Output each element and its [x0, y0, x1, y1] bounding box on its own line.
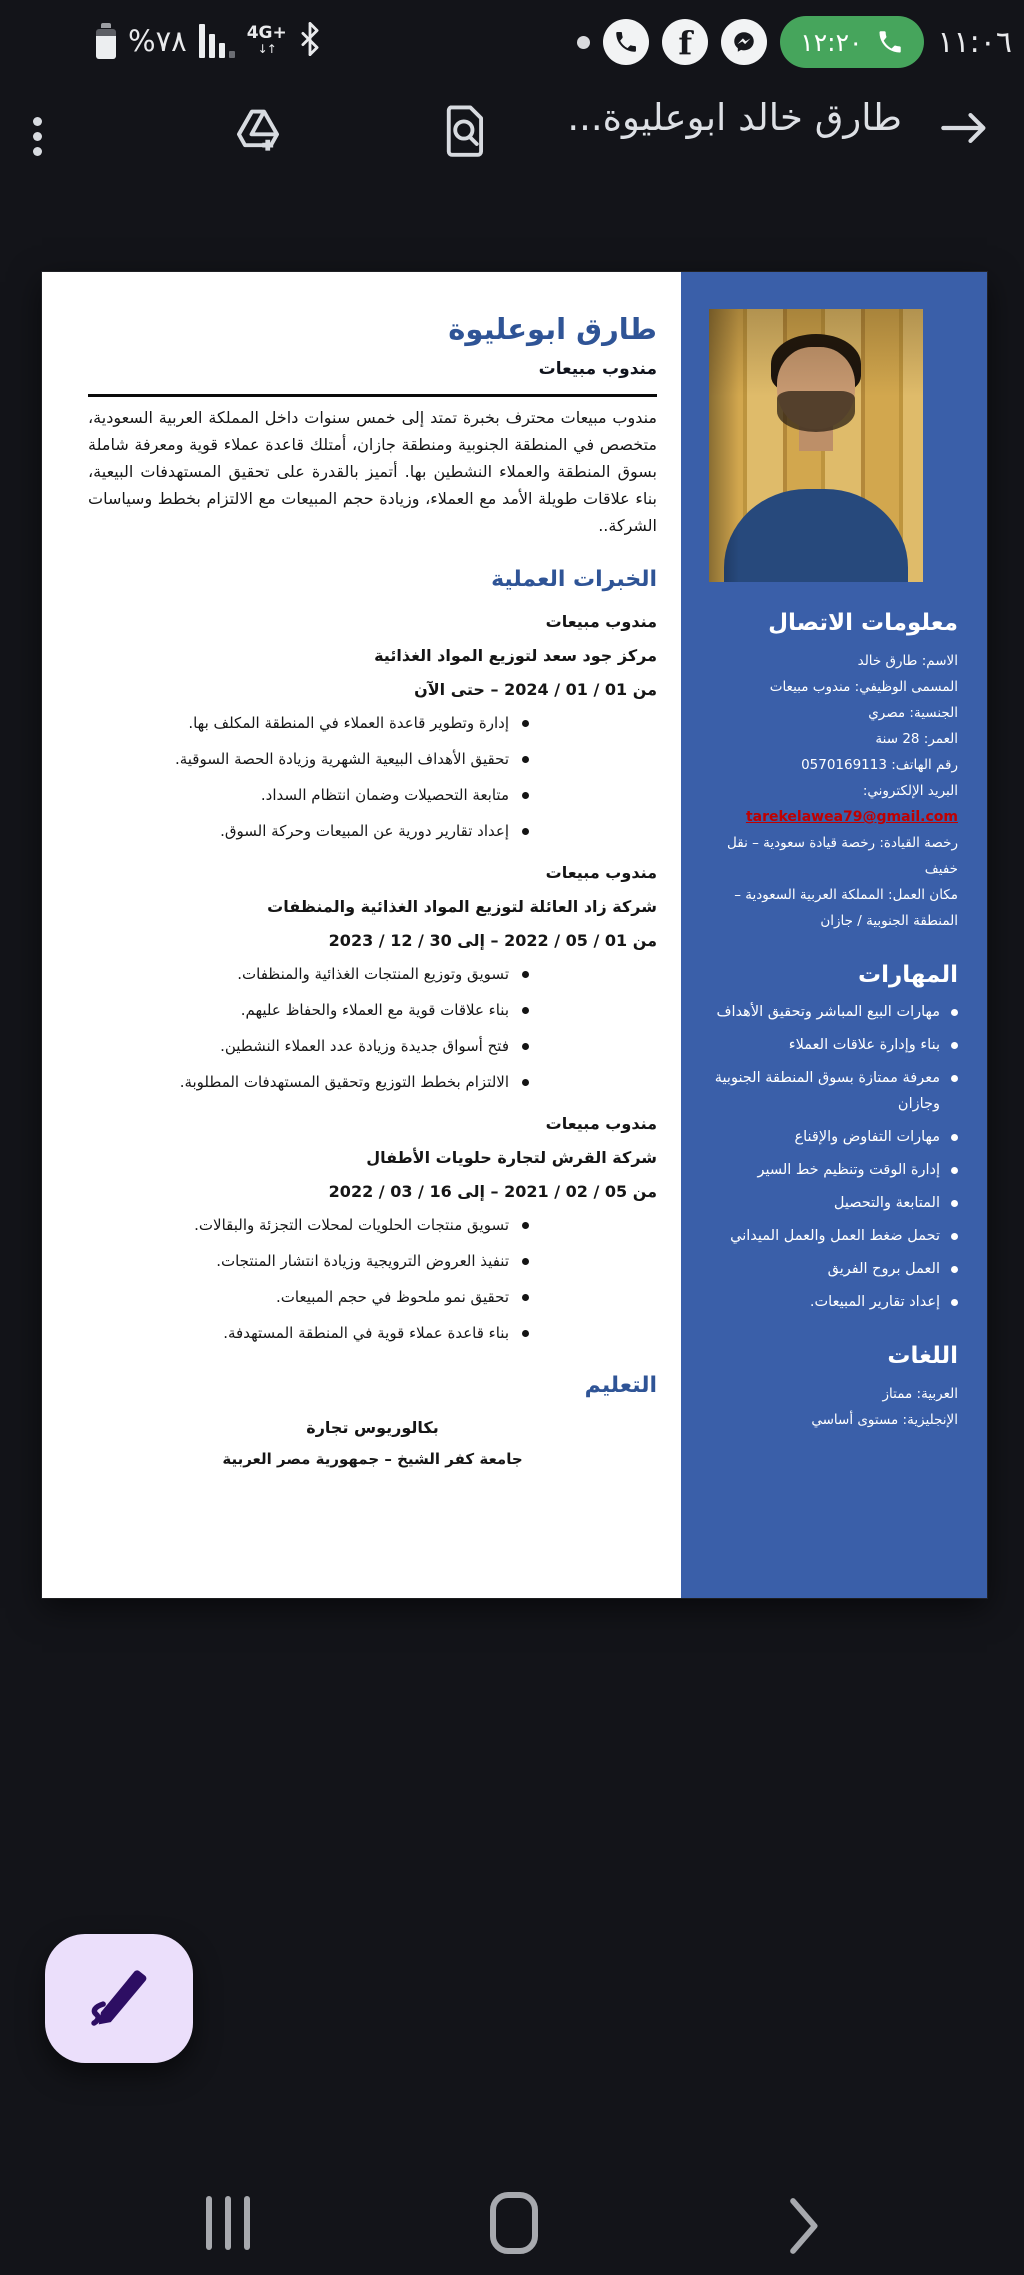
phone-icon [876, 28, 904, 56]
job-title: مندوب مبيعات [545, 862, 657, 882]
job-bullet-list [88, 712, 657, 843]
profile-photo [709, 309, 923, 582]
contact-line: الجنسية: مصري [868, 705, 958, 721]
job-period: من 01 / 01 / 2024 – حتى الآن [414, 679, 657, 699]
experience-heading: الخبرات العملية [491, 566, 657, 592]
notification-dot-icon [577, 36, 590, 49]
cv-sidebar [681, 272, 987, 1598]
education-heading: التعليم [584, 1372, 657, 1398]
photo-shirt [724, 489, 908, 582]
job-entry [88, 1114, 657, 1345]
photo-beard [777, 391, 854, 432]
cv-summary: مندوب مبيعات محترف بخبرة تمتد إلى خمس سنوات داخل المملكة العربية السعودية، متخصص في المنطقة الجنوبية ومنطقة جازان، أمتلك قاعدة عملاء قوية ومعرفة شاملة بسوق المنطقة والعملاء النشطين بها. أتميز بالقدرة على تحقيق المستهدفات البيعية، بناء علاقات طويلة الأمد مع العملاء، وزيادة حجم المبيعات مع الالتزام بخطط وسياسات الشركة.. [88, 407, 657, 535]
skill-item: تحمل ضغط العمل والعمل الميداني [701, 1223, 958, 1249]
job-bullet: إدارة وتطوير قاعدة العملاء في المنطقة المكلف بها. [88, 712, 529, 735]
cv-main-column [42, 272, 681, 1598]
back-button[interactable] [938, 106, 990, 154]
job-bullet-list [88, 1214, 657, 1345]
nav-home-button[interactable] [490, 2192, 538, 2254]
edit-fab-button[interactable] [45, 1934, 193, 2063]
job-period: من 01 / 05 / 2022 – إلى 30 / 12 / 2023 [328, 930, 657, 950]
contact-line: رخصة القيادة: رخصة قيادة سعودية – نقل خفيف [727, 835, 958, 877]
ongoing-call-pill[interactable] [780, 16, 924, 68]
job-bullet: تسويق منتجات الحلويات لمحلات التجزئة والبقالات. [88, 1214, 529, 1237]
battery-icon [96, 23, 116, 59]
skill-item: بناء وإدارة علاقات العملاء [701, 1032, 958, 1058]
status-bar-right [577, 16, 1012, 68]
signal-strength-icon [199, 24, 235, 58]
contact-heading: معلومات الاتصال [768, 610, 958, 636]
job-bullet: بناء علاقات قوية مع العملاء والحفاظ عليهم. [88, 999, 529, 1022]
job-bullet: تنفيذ العروض الترويجية وزيادة انتشار المنتجات. [88, 1250, 529, 1273]
skills-heading: المهارات [858, 962, 958, 988]
skill-item: مهارات التفاوض والإقناع [701, 1124, 958, 1150]
education-degree: بكالوريوس تجارة [306, 1417, 439, 1437]
stylus-edit-icon [81, 1961, 157, 2037]
job-company: شركة زاد العائلة لتوزيع المواد الغذائية والمنظفات [267, 896, 657, 916]
language-line: الإنجليزية: مستوى أساسي [811, 1412, 958, 1428]
job-company: شركة القرش لتجارة حلويات الأطفال [366, 1147, 657, 1167]
photo-hair [771, 334, 861, 394]
facebook-icon: f [662, 19, 708, 65]
job-bullet: فتح أسواق جديدة وزيادة عدد العملاء النشطين. [88, 1035, 529, 1058]
job-bullet: بناء قاعدة عملاء قوية في المنطقة المستهدفة. [88, 1322, 529, 1345]
language-line: العربية: ممتاز [882, 1386, 958, 1402]
whatsapp-icon [603, 19, 649, 65]
job-title: مندوب مبيعات [545, 1113, 657, 1133]
skill-item: مهارات البيع المباشر وتحقيق الأهداف [701, 999, 958, 1025]
education-university: جامعة كفر الشيخ – جمهورية مصر العربية [222, 1449, 523, 1468]
overflow-menu-button[interactable] [28, 108, 46, 164]
cv-page[interactable] [42, 272, 987, 1598]
job-bullet-list [88, 963, 657, 1094]
nav-recents-button[interactable] [206, 2196, 250, 2250]
languages-block [701, 1381, 958, 1433]
contact-line: الاسم: طارق خالد [857, 653, 958, 669]
clock: ١١:٠٦ [937, 24, 1012, 60]
job-bullet: تحقيق نمو ملحوظ في حجم المبيعات. [88, 1286, 529, 1309]
battery-percent: %٧٨ [128, 24, 187, 58]
job-title: مندوب مبيعات [545, 611, 657, 631]
nav-back-chevron-icon [786, 2196, 820, 2256]
skill-item: إدارة الوقت وتنظيم خط السير [701, 1157, 958, 1183]
back-arrow-icon [938, 106, 990, 150]
document-title: طارق خالد ابوعليوة... [567, 96, 902, 139]
job-bullet: الالتزام بخطط التوزيع وتحقيق المستهدفات المطلوبة. [88, 1071, 529, 1094]
skill-item: العمل بروح الفريق [701, 1256, 958, 1282]
job-entry [88, 612, 657, 843]
cv-name: طارق ابوعليوة [448, 312, 657, 346]
contact-line: رقم الهاتف: 0570169113 [801, 757, 958, 773]
contact-line: المسمى الوظيفي: مندوب مبيعات [769, 679, 958, 695]
messenger-icon [721, 19, 767, 65]
job-entry [88, 863, 657, 1094]
photo-neck [799, 424, 833, 451]
bluetooth-icon [299, 22, 321, 60]
job-period: من 05 / 02 / 2021 – إلى 16 / 03 / 2022 [328, 1181, 657, 1201]
job-bullet: تحقيق الأهداف البيعية الشهرية وزيادة الحصة السوقية. [88, 748, 529, 771]
contact-line: مكان العمل: المملكة العربية السعودية – المنطقة الجنوبية / جازان [734, 887, 958, 929]
contact-line: العمر: 28 سنة [875, 731, 958, 747]
skill-item: معرفة ممتازة بسوق المنطقة الجنوبية وجازان [701, 1065, 958, 1117]
email-link[interactable]: tarekelawea79@gmail.com [745, 809, 958, 825]
job-bullet: إعداد تقارير دورية عن المبيعات وحركة السوق. [88, 820, 529, 843]
status-bar-left [96, 22, 321, 60]
languages-heading: اللغات [887, 1343, 958, 1369]
skill-item: إعداد تقارير المبيعات. [701, 1289, 958, 1315]
network-type-indicator: 4G+ ↓↑ [246, 23, 287, 56]
photo-face [777, 347, 854, 429]
skills-list [701, 999, 958, 1315]
header-divider [88, 394, 657, 397]
job-bullet: متابعة التحصيلات وضمان انتظام السداد. [88, 784, 529, 807]
nav-back-button[interactable] [786, 2196, 820, 2260]
call-duration: ١٢:٢٠ [800, 27, 863, 57]
job-company: مركز جود سعد لتوزيع المواد الغذائية [374, 645, 657, 665]
cv-job-title: مندوب مبيعات [538, 358, 657, 379]
job-bullet: تسويق وتوزيع المنتجات الغذائية والمنظفات. [88, 963, 529, 986]
add-to-drive-button[interactable] [232, 104, 284, 160]
contact-block [701, 648, 958, 934]
contact-line: البريد الإلكتروني: [862, 783, 958, 799]
drive-add-icon [232, 104, 284, 156]
skill-item: المتابعة والتحصيل [701, 1190, 958, 1216]
